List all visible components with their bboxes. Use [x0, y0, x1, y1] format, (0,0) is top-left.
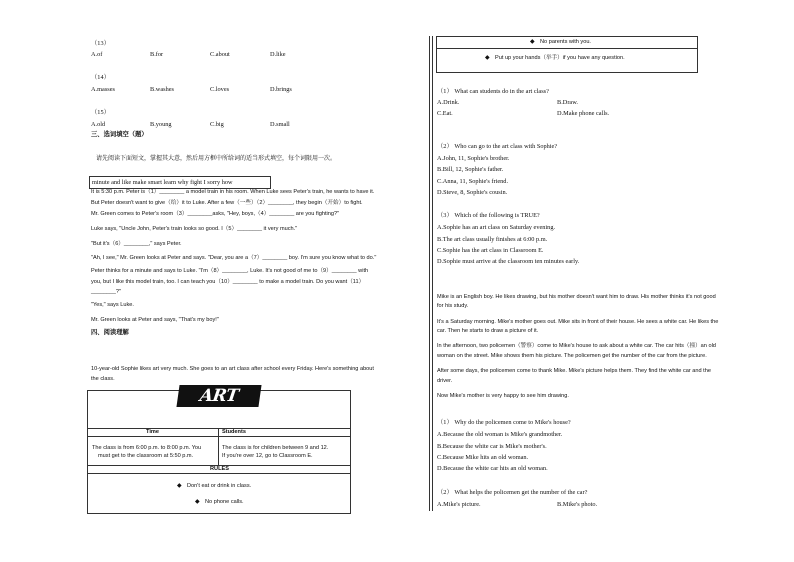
- students-detail-2: If you're over 12, go to Classroom E.: [222, 453, 313, 459]
- diamond-bullet-icon: ◆: [195, 498, 200, 505]
- rq4-option-c: C.Because Mike hits an old woman.: [437, 454, 529, 461]
- q13-option-d: D.like: [270, 51, 286, 58]
- passage1-line-6: "Ah, I see," Mr. Green looks at Peter and says. "Dear, you are a（7）________ boy. I'm sure you know what to do.": [91, 255, 377, 261]
- passage1-line-10: "Yes," says Luke.: [91, 302, 134, 308]
- section4-title: 四、阅读理解: [91, 329, 129, 336]
- students-header: Students: [222, 429, 246, 435]
- rq4-stem: （1） Why do the policemen come to Mike's house?: [437, 419, 571, 426]
- q13-option-a: A.of: [91, 51, 103, 58]
- time-detail-1: The class is from 6:00 p.m. to 8:00 p.m. You: [92, 445, 202, 451]
- rule-2: No phone calls.: [205, 499, 244, 505]
- rq2-option-b: B.Bill, 12, Sophie's father.: [437, 166, 504, 173]
- passage2-line-4: car. Then he starts to draw a picture of it.: [437, 328, 539, 334]
- students-detail-1: The class is for children between 9 and 12.: [222, 445, 329, 451]
- q15-number: （15）: [91, 109, 110, 116]
- q15-option-c: C.big: [210, 121, 224, 128]
- column-divider: [432, 36, 433, 511]
- word-box-words: minute and like make smart learn why fight I sorry how: [92, 179, 233, 186]
- passage1-line-11: Mr. Green looks at Peter and says, "That's my boy!": [91, 317, 219, 323]
- column-divider: [429, 36, 430, 511]
- passage1-line-7: Peter thinks for a minute and says to Luke. "I'm（8）________, Luke. It's not good of me to（9）________ with: [91, 268, 369, 274]
- rule-4: Put up your hands（举手）if you have any question.: [495, 55, 625, 61]
- diamond-bullet-icon: ◆: [485, 54, 490, 61]
- rq3-option-c: C.Sophie has the art class in Classroom E.: [437, 247, 544, 254]
- passage1-line-8: you, but I like this model train, too. I can teach you（10）________ to make a model train. Do you want（11）: [91, 279, 365, 285]
- rq4-option-b: B.Because the white car is Mike's mother's.: [437, 443, 547, 450]
- rq1-stem: （1） What can students do in the art class?: [437, 88, 549, 95]
- passage1-line-5: "But it's（6）________," says Peter.: [91, 241, 182, 247]
- passage1-line-4: Luke says, "Uncle John, Peter's train looks so good. I（5）________ it very much.": [91, 226, 298, 232]
- q13-option-b: B.for: [150, 51, 164, 58]
- section3-instruction: 请先阅读下面短文，掌握其大意，然后用方框中所给词的适当形式填空，每个词限用一次。: [96, 155, 337, 162]
- passage1-line-1: It is 5:30 p.m. Peter is（1）________ a model train in his room. When Luke sees Peter's train, he wants to have it.: [91, 189, 375, 195]
- passage2-line-8: driver.: [437, 378, 453, 384]
- rq4-option-a: A.Because the old woman is Mike's grandmother.: [437, 431, 563, 438]
- q15-option-d: D.small: [270, 121, 290, 128]
- rq3-option-b: B.The art class usually finishes at 6:00 p.m.: [437, 236, 548, 243]
- rq5-option-a: A.Mike's picture.: [437, 501, 481, 508]
- word-box: [89, 176, 271, 189]
- q14-option-a: A.masses: [91, 86, 115, 93]
- q15-option-b: B.young: [150, 121, 172, 128]
- rq1-option-c: C.Eat.: [437, 110, 453, 117]
- q14-option-b: B.washes: [150, 86, 174, 93]
- q14-number: （14）: [91, 74, 110, 81]
- rule-3: No parents with you.: [540, 39, 591, 45]
- diamond-bullet-icon: ◆: [177, 482, 182, 489]
- rq4-option-d: D.Because the white car hits an old woman.: [437, 465, 548, 472]
- passage1-line-9: ________?": [91, 289, 121, 295]
- q14-option-d: D.brings: [270, 86, 292, 93]
- rq1-option-d: D.Make phone calls.: [557, 110, 610, 117]
- rq1-option-a: A.Drink.: [437, 99, 460, 106]
- passage2-line-9: Now Mike's mother is very happy to see him drawing.: [437, 393, 569, 399]
- q13-number: （13）: [91, 40, 110, 47]
- rq2-option-d: D.Steve, 8, Sophie's cousin.: [437, 189, 508, 196]
- rule-1: Don't eat or drink in class.: [187, 483, 252, 489]
- rq2-option-a: A.John, 11, Sophie's brother.: [437, 155, 510, 162]
- passage1-line-2: But Peter doesn't want to give（给）it to Luke. After a few（一些）（2）________, they begin（开始）to fight.: [91, 200, 363, 206]
- passage2-line-2: for his study.: [437, 303, 469, 309]
- diamond-bullet-icon: ◆: [530, 38, 535, 45]
- q15-option-a: A.old: [91, 121, 106, 128]
- reading-intro-line-2: the class.: [91, 376, 115, 382]
- q14-option-c: C.loves: [210, 86, 230, 93]
- rules-header: RULES: [210, 466, 229, 472]
- q13-option-c: C.about: [210, 51, 230, 58]
- rq5-option-b: B.Mike's photo.: [557, 501, 598, 508]
- rq1-option-b: B.Draw.: [557, 99, 578, 106]
- rq3-option-d: D.Sophie must arrive at the classroom ten minutes early.: [437, 258, 580, 265]
- rq5-stem: （2） What helps the policemen get the number of the car?: [437, 489, 588, 496]
- passage1-line-3: Mr. Green comes to Peter's room（3）________asks, "Hey, boys,（4）________ are you fighting?": [91, 211, 340, 217]
- art-class-logo: ART CLASS: [176, 385, 261, 407]
- rq3-stem: （3） Which of the following is TRUE?: [437, 212, 540, 219]
- time-header: Time: [146, 429, 159, 435]
- passage2-line-5: In the afternoon, two policemen（警察）come to Mike's house to ask about a white car. The car hits（撞）an old: [437, 343, 716, 349]
- art-class-table-continued: [436, 36, 698, 73]
- reading-intro-line-1: 10-year-old Sophie likes art very much. She goes to an art class after school every Friday. Here's something about: [91, 366, 374, 372]
- art-class-table: [87, 386, 351, 514]
- passage2-line-1: Mike is an English boy. He likes drawing, but his mother doesn't want him to draw. His mother thinks it's not good: [437, 294, 716, 300]
- rq3-option-a: A.Sophie has an art class on Saturday evening.: [437, 224, 556, 231]
- rq2-stem: （2） Who can go to the art class with Sophie?: [437, 143, 558, 150]
- rq2-option-c: C.Anna, 11, Sophie's friend.: [437, 178, 509, 185]
- passage2-line-7: After some days, the policemen come to thank Mike. Mike's picture helps them. They find the white car and the: [437, 368, 711, 374]
- section3-title: 三、选词填空（题）: [91, 131, 148, 138]
- time-detail-2: must get to the classroom at 5:50 p.m.: [98, 453, 194, 459]
- passage2-line-3: It's a Saturday morning. Mike's mother goes out. Mike sits in front of their house. He sees a white car. He likes the: [437, 319, 719, 325]
- passage2-line-6: woman on the street. Mike shows them his picture. The policemen get the number of the car from the picture.: [437, 353, 707, 359]
